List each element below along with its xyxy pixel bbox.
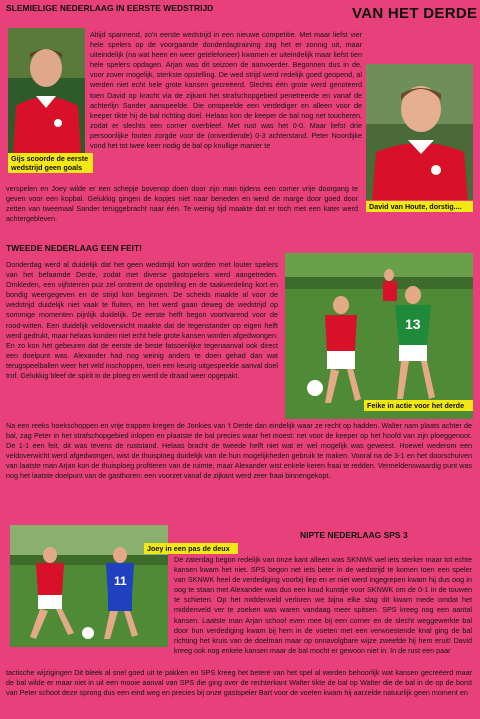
svg-text:13: 13 bbox=[405, 316, 421, 332]
section1-body-right: Altijd spannend, zo'n eerste wedstrijd in een nieuwe competitie. Met maar liefst vier hele spelers op de voorgaande donderdagtraining zag het er zonnig uit, maar uiteindelijk (na wat heen en weer getelefoneer) kwamen er uiteindelijk maar liefst tien hele spelers opdagen. Arjan was dit seizoen de aanvoerder. Begonnen dus in de, voor zover mogelijk, sterkste opstelling. De wed strijd werd redelijk goed geopend, al werden niet echt hele grote kansen gecreëerd. Slechts één grote werd genoteerd toen David op kracht via de zijkant het strafschopgebied penetreerde en vanaf de achterlijn Sander aanspeelde. Die omspeelde een verdediger en alleen voor de keeper tikte hij de bal richting doel. Helaas kon de keeper de bal nog net toucheren, zodat er slechts een corner overbleef. Met rust was het 0-0. Maar liefst drie persoonlijke fouten zorgde voor de (onverdiende) 0-3 achterstand. Peter Noordijke vond het tot twee keer nodig de bal op knullige manier te bbox=[90, 30, 362, 151]
section3-heading: NIPTE NEDERLAAG SPS 3 bbox=[300, 530, 408, 540]
section2-body-full: Na een reeks hoekschoppen en vrije trappen kregen de Jonkies van 't Derde dan eindelijk waar ze recht op hadden. Walter nam plaats achter de bal, zag Peter in het strafschopgebied inlopen en plaatste de bal precies waar het moest: net voor de keeper op het hoofd van zijn ploeggenoot. De 1-1 een feit, dit was tevens de ruststand. Helaas bracht de tweede helft niet wat er wel mogelijk was geweest. Hoewel wederom een veldoverwicht werd afgedwongen, wist de thuisploeg duidelijk van de hun mogelijkheden gebruik te maken. Vooral na de 3-1 en het doorschuiven van laatste man Arjan kon de thuisploeg profiteren van de ruimte, maar Alexander wist enkele keren fraai te redden. Vermeldenswaardig punt was nog het laatste doelpunt van de gasthoren: een voorzet vanaf de zijkant werd zeer fraai binnengekopt. bbox=[6, 421, 472, 481]
section1-body-full: verspelen en Joey wilde er een schepje bovenop doen door zijn man tijdens een corner vrije doorgang te geven voor een kopbal. Gelukkig gingen de kopjes niet naar beneden en werd de marge door goed door zetten van tweemaal Sander teruggebracht naar één. Te weinig tijd maakte dat er toch met een kater werd achtergebleven. bbox=[6, 184, 358, 224]
photo-feike bbox=[285, 253, 473, 419]
section2-body-left: Donderdag werd al duidelijk dat het geen wedstrijd kon worden met louter spelers van het befaamde Derde, zodat met diverse gastspelers werd aangetreden. Omkleden, een vijfsterren puz zel omtrent de opstelling en de taakverdeling kort en bondig weergegeven en de strijd kon beginnen. De scheids maakte al voor de wedstrijd duidelijk niet vaak te fluiten, en het werd gaan deweg de wedstrijd op sommige momenten pijnlijk duidelijk. De eerste helft begon voortvarend voor de rood-witten. Een duidelijk veldoverwicht maakte dat de tegenstander op eigen helft werd gedrukt, maar helaas konden niet echt hele grote kansen worden afgedwongen. En zo kon het gebeuren dat de eerste de beste fatsoenlijke tegenaanval ook direct een doelpunt was. Alexander had nog weinig anders te doen gehad dan wat terugspeelballen weer het veld inschoppen, toen een keurig uitgespeelde aanval doel trof. Gelukkig bleef de spirit in de ploeg en werd de draad weer opgepakt. bbox=[6, 260, 278, 381]
photo-david bbox=[366, 64, 473, 200]
caption-feike: Feike in actie voor het derde bbox=[364, 400, 473, 411]
section2-heading: TWEEDE NEDERLAAG EEN FEIT! bbox=[6, 243, 143, 253]
section1-heading: SLEMIELIGE NEDERLAAG IN EERSTE WEDSTRIJD bbox=[6, 3, 214, 13]
section3-body-full: tactische wijzigingen Dit bleek al snel goed uit te pakken en SPS kreeg het betere van het spel al werden behoorlijk wat kansen gecreëerd maar de bal wilde er maar niet in uit een mooie aanval van SPS die ging over de rechterkant Walter tikte de bal op Walter die de bal in de op de borst van Peter schoot deze sprong dus een eind weg en precies bij onze gastspeler Bart voor de voeten kwam hij aarzelde natuurlijk geen moment en bbox=[6, 668, 472, 698]
caption-david: David van Houte, dorstig.... bbox=[366, 201, 473, 212]
photo-gijs bbox=[8, 28, 85, 153]
caption-joey: Joey in een pas de deux bbox=[144, 543, 238, 554]
section3-body-right: De zaterdag begon redelijk van onze kant alleen was SKNWK wel iets sterker maar tot echte kansen kwam het niet. SPS begon net iets beter in de wedstrijd te komen toen een speler van SKNWK heel de verdediging voorbij liep en er niet werd ingegrepen kwam hij dus oog in oog te staan met Alexander was dus een koud kunstje voor SKNWK om de 0-1 in de touwen te schieten. Op het middenveld verloren we bijna elke slag dit kwam mede omdat het middenveld ver te zoeken was waren vandaag meer spitsen. SPS kreeg nog een aantal kansen. Laatste man Arjan schoof even mee bij een corner en de slecht weggewerkte bal door hun verdediging kwam bij hem in de voeten met een verwoestende knal ging de bal richting het kruis van de doelman maar op onnavolgbare wijze zweefde hij hem eruit! David kreeg ook nog enkele kansen maar de bal mocht er gewoon niet in. In de rust een paar bbox=[174, 555, 472, 655]
page-title: VAN HET DERDE bbox=[352, 5, 478, 22]
caption-gijs: Gijs scoorde de eerste wedstrijd geen goals bbox=[8, 153, 93, 173]
svg-text:11: 11 bbox=[114, 574, 127, 588]
